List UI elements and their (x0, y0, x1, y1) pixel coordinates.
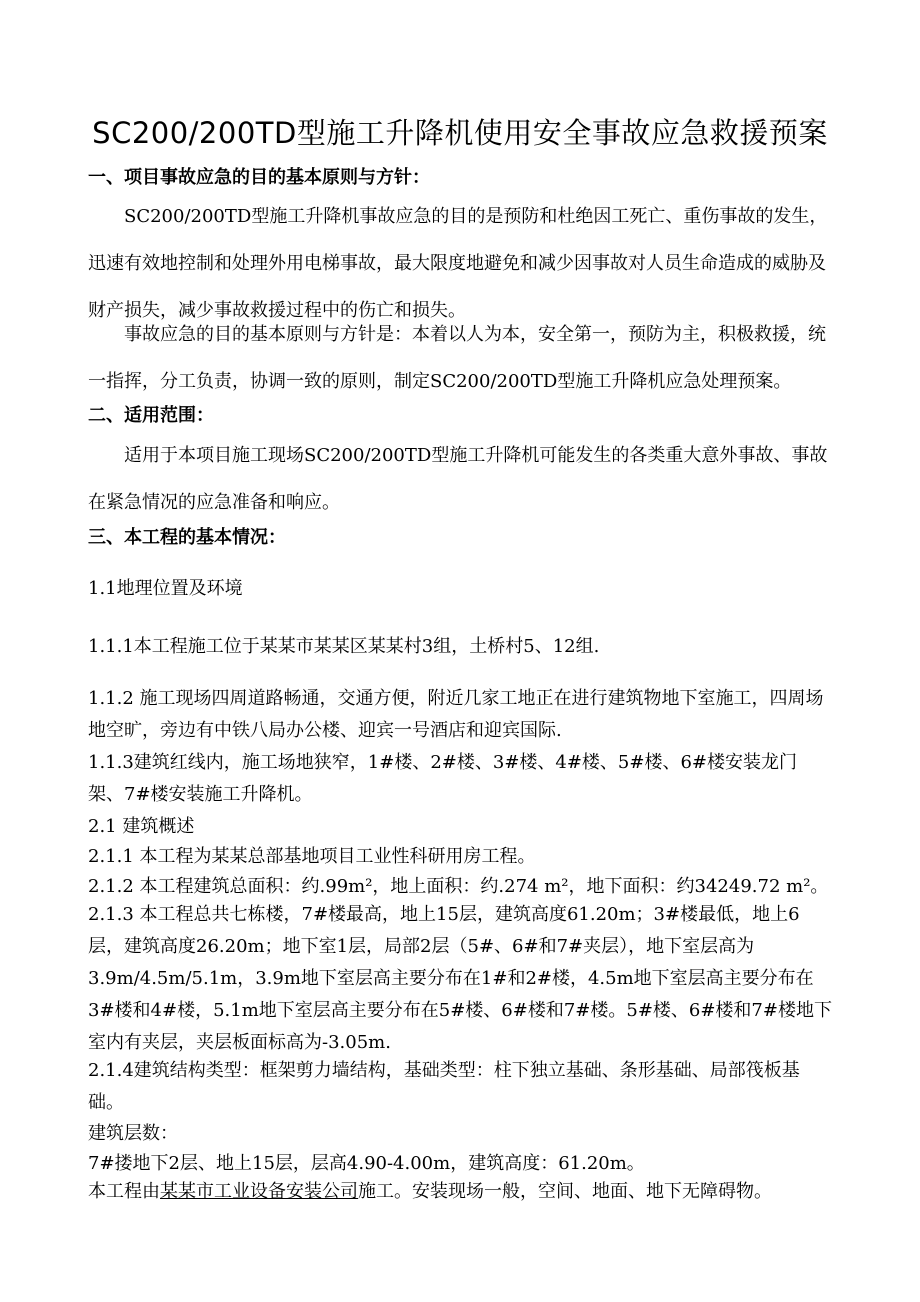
floors-text: 7#搂地下2层、地上15层，层高4.90-4.00m，建筑高度：61.20m。 (88, 1153, 645, 1174)
item-1-1-2: 1.1.2 施工现场四周道路畅通，交通方便，附近几家工地正在进行建筑物地下室施工，四周场地空旷，旁边有中铁八局办公楼、迎宾一号酒店和迎宾国际. (88, 688, 824, 741)
paragraph-scope: 适用于本项目施工现场SC200/200TD型施工升降机可能发生的各类重大意外事故、事故在紧急情况的应急准备和响应。 (88, 445, 828, 513)
item-1-1-3: 1.1.3建筑红线内，施工场地狭窄，1#楼、2#楼、3#楼、4#楼、5#楼、6#楼安装龙门架、7#楼安装施工升降机。 (88, 752, 798, 805)
floors-label: 建筑层数： (88, 1123, 178, 1144)
section-heading-1: 一、项目事故应急的目的基本原则与方针： (88, 167, 430, 188)
subsection-location: 1.1地理位置及环境 (88, 578, 243, 599)
item-2-1-4: 2.1.4建筑结构类型：框架剪力墙结构，基础类型：柱下独立基础、条形基础、局部筏板基础。 (88, 1060, 800, 1113)
document-title: SC200/200TD型施工升降机使用安全事故应急救援预案 (92, 116, 828, 150)
paragraph-principles: 事故应急的目的基本原则与方针是：本着以人为本，安全第一，预防为主，积极救援，统一指挥，分工负责，协调一致的原则，制定SC200/200TD型施工升降机应急处理预案。 (88, 324, 826, 392)
section-heading-3: 三、本工程的基本情况： (88, 527, 286, 548)
item-1-1-1: 1.1.1本工程施工位于某某市某某区某某村3组，土桥村5、12组. (88, 636, 600, 657)
paragraph-purpose: SC200/200TD型施工升降机事故应急的目的是预防和杜绝因工死亡、重伤事故的发生，迅速有效地控制和处理外用电梯事故，最大限度地避免和减少因事故对人员生命造成的威胁及财产损失，减少事故救援过程中的伤亡和损失。 (88, 206, 828, 321)
item-2-1-3: 2.1.3 本工程总共七栋楼，7#楼最高，地上15层，建筑高度61.20m；3#楼最低，地上6层，建筑高度26.20m；地下室1层，局部2层（5#、6#和7#夹层），地下室层高为3.9m/4.5m/5.1m，3.9m地下室层高主要分布在1#和2#楼，4.5m地下室层高主要分布在3#楼和4#楼，5.1m地下室层高主要分布在5#楼、6#楼和7#楼。5#楼、6#楼和7#楼地下室内有夹层，夹层板面标高为-3.05m. (88, 904, 832, 1053)
contractor-line (88, 1180, 832, 1204)
section-heading-2: 二、适用范围： (88, 405, 214, 426)
item-2-1-2: 2.1.2 本工程建筑总面积：约.99m²，地上面积：约.274 m²，地下面积：约34249.72 m²。 (88, 876, 829, 897)
item-2-1-1: 2.1.1 本工程为某某总部基地项目工业性科研用房工程。 (88, 846, 536, 867)
contractor-prefix: 本工程由 (88, 1181, 160, 1202)
subsection-building-overview: 2.1 建筑概述 (88, 816, 195, 837)
contractor-suffix: 施工。安装现场一般，空间、地面、地下无障碍物。 (358, 1181, 772, 1202)
contractor-name: 某某市工业设备安装公司 (160, 1181, 358, 1202)
